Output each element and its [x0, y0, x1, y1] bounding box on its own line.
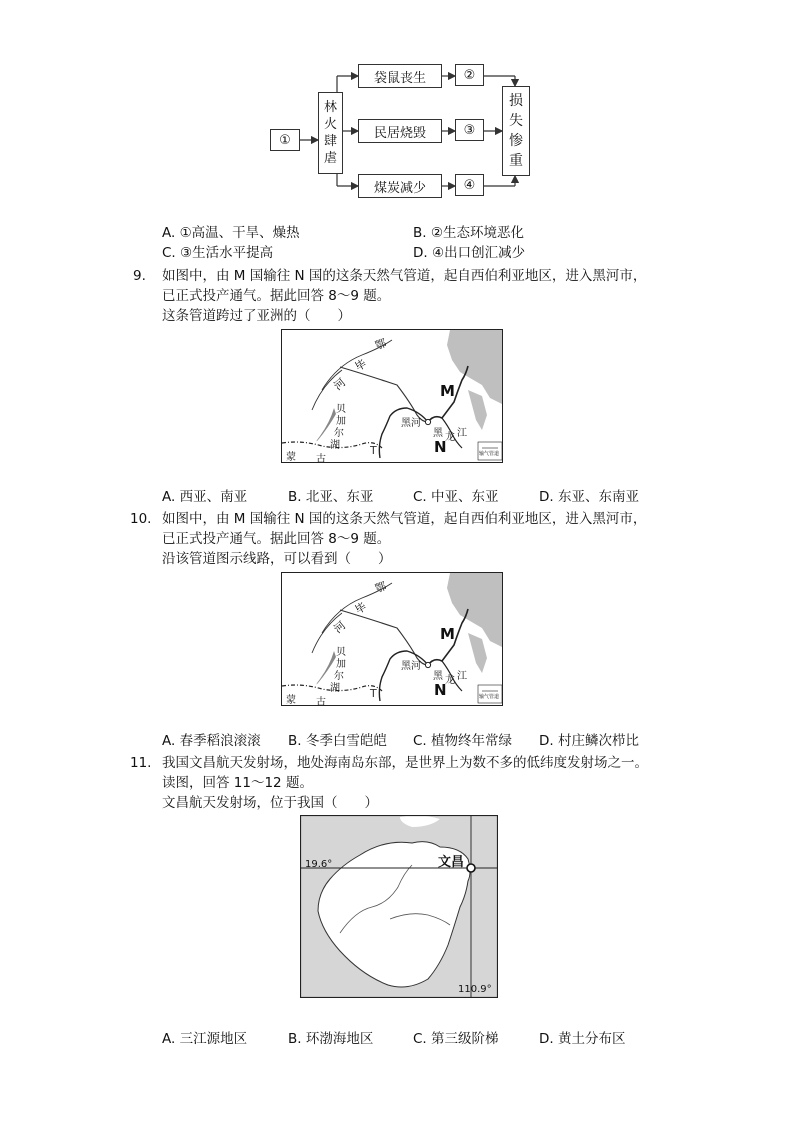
pipeline-map-1-svg — [282, 330, 503, 463]
q9-number: 9. — [133, 268, 146, 284]
flow-end-char: 重 — [509, 153, 523, 169]
map1-river-char: 河 — [331, 375, 349, 393]
hainan-longitude-label: 110.9° — [458, 984, 492, 995]
q11-option-a[interactable]: A. 三江源地区 — [162, 1031, 248, 1047]
q9-option-a[interactable]: A. 西亚、南亚 — [162, 489, 248, 505]
flow-end-char: 损 — [509, 93, 523, 109]
flow-mid-label: 煤炭减少 — [373, 180, 426, 196]
flow-start-box — [270, 129, 300, 151]
q11-option-b[interactable]: B. 环渤海地区 — [288, 1031, 374, 1047]
q9-question: 这条管道跨过了亚洲的（ ） — [162, 308, 351, 324]
q10-option-c[interactable]: C. 植物终年常绿 — [413, 733, 513, 749]
map2a-legend-label: 输气管道 — [479, 694, 500, 700]
map1-legend-label: 输气管道 — [479, 451, 500, 457]
q9-option-b[interactable]: B. 北亚、东亚 — [288, 489, 374, 505]
q11-stem-line2: 读图，回答 11～12 题。 — [162, 775, 313, 791]
map2a-river-char: 毕 — [352, 600, 369, 617]
q10-option-d[interactable]: D. 村庄鳞次栉比 — [539, 733, 639, 749]
flow-center-char: 火 — [323, 117, 337, 132]
svg-text:T: T — [370, 444, 377, 457]
q11-option-c[interactable]: C. 第三级阶梯 — [413, 1031, 499, 1047]
map1-label-m: M — [440, 382, 455, 400]
q8-option-a[interactable]: A. ①高温、干旱、燥热 — [162, 225, 300, 241]
q10-option-b[interactable]: B. 冬季白雪皑皑 — [288, 733, 387, 749]
q10-question: 沿该管道图示线路，可以看到（ ） — [162, 551, 392, 567]
flow-end-box — [502, 86, 530, 176]
flow-center-box — [318, 92, 343, 174]
map1-heilongjiang-char: 黑 — [433, 428, 443, 439]
pipeline-map-1 — [281, 329, 503, 463]
map1-lake-char: 湖 — [330, 440, 340, 451]
flow-center-char: 林 — [323, 100, 337, 115]
flow-result-label: ③ — [463, 122, 476, 138]
flow-result-box-1 — [455, 64, 484, 86]
flow-mid-label: 袋鼠丧生 — [373, 70, 426, 86]
q11-number: 11. — [130, 755, 152, 771]
svg-text:T: T — [370, 687, 377, 700]
q10-number: 10. — [130, 511, 152, 527]
flow-result-box-2 — [455, 119, 484, 141]
flow-result-label: ② — [463, 67, 476, 83]
q10-stem-line1: 如图中，由 M 国输往 N 国的这条天然气管道，起自西伯利亚地区，进入黑河市， — [162, 511, 647, 527]
hainan-map-svg — [300, 815, 498, 998]
map1-lake-char: 贝 — [336, 404, 346, 415]
q11-option-d[interactable]: D. 黄土分布区 — [539, 1031, 626, 1047]
q8-option-c[interactable]: C. ③生活水平提高 — [162, 245, 274, 261]
map1-mongolia-char: 蒙 — [286, 452, 296, 463]
flow-end-char: 惨 — [509, 133, 523, 149]
map1-river-char: 鄂 — [373, 336, 389, 353]
map1-river-char: 毕 — [352, 357, 369, 374]
map2a-mongolia-char: 古 — [316, 697, 326, 706]
flow-center-char: 肆 — [323, 134, 337, 149]
pipeline-map-2-svg — [282, 573, 503, 706]
q9-option-c[interactable]: C. 中亚、东亚 — [413, 489, 499, 505]
q10-option-a[interactable]: A. 春季稻浪滚滚 — [162, 733, 261, 749]
map2a-lake-char: 尔 — [334, 671, 344, 682]
flow-result-label: ④ — [463, 177, 476, 193]
map2a-lake-char: 湖 — [330, 683, 340, 694]
map2a-heilongjiang-char: 江 — [457, 671, 467, 682]
map1-heilongjiang-char: 江 — [457, 428, 467, 439]
map2a-heilongjiang-char: 黑 — [433, 671, 443, 682]
flow-diagram — [0, 0, 794, 210]
map2a-river-char: 河 — [331, 618, 349, 636]
map2a-lake-char: 加 — [336, 659, 346, 670]
map1-lake-char: 尔 — [334, 428, 344, 439]
q11-stem-line1: 我国文昌航天发射场，地处海南岛东部，是世界上为数不多的低纬度发射场之一。 — [162, 755, 648, 771]
q8-option-b[interactable]: B. ②生态环境恶化 — [413, 225, 524, 241]
map2a-lake-char: 贝 — [336, 647, 346, 658]
map1-mongolia-char: 古 — [316, 454, 326, 463]
q9-option-d[interactable]: D. 东亚、东南亚 — [539, 489, 639, 505]
pipeline-map-2 — [281, 572, 503, 706]
q8-option-d[interactable]: D. ④出口创汇减少 — [413, 245, 526, 261]
flow-mid-box-2 — [358, 119, 442, 143]
flow-result-box-3 — [455, 174, 484, 196]
map1-lake-char: 加 — [336, 416, 346, 427]
flow-end-char: 失 — [509, 113, 523, 129]
q10-stem-line2: 已正式投产通气。据此回答 8～9 题。 — [162, 531, 391, 547]
map1-heilongjiang-char: 龙 — [445, 432, 455, 443]
flow-mid-box-1 — [358, 64, 442, 88]
flow-mid-box-3 — [358, 174, 442, 198]
map1-label-n: N — [434, 438, 447, 456]
map2a-label-n: N — [434, 681, 447, 699]
hainan-latitude-label: 19.6° — [305, 859, 333, 870]
hainan-city-label: 文昌 — [438, 855, 465, 870]
flow-mid-label: 民居烧毁 — [373, 125, 426, 141]
q9-stem-line1: 如图中，由 M 国输往 N 国的这条天然气管道，起自西伯利亚地区，进入黑河市， — [162, 268, 647, 284]
flow-start-label: ① — [279, 132, 291, 148]
flow-center-char: 虐 — [323, 151, 337, 166]
map1-city-label: 黑河 — [401, 418, 421, 429]
q11-question: 文昌航天发射场，位于我国（ ） — [162, 795, 378, 811]
map2a-mongolia-char: 蒙 — [286, 695, 296, 706]
map2a-heilongjiang-char: 龙 — [445, 675, 455, 686]
map2a-river-char: 鄂 — [373, 579, 389, 596]
hainan-map — [300, 815, 498, 998]
map2a-city-label: 黑河 — [401, 661, 421, 672]
map2a-label-m: M — [440, 625, 455, 643]
q9-stem-line2: 已正式投产通气。据此回答 8～9 题。 — [162, 288, 391, 304]
